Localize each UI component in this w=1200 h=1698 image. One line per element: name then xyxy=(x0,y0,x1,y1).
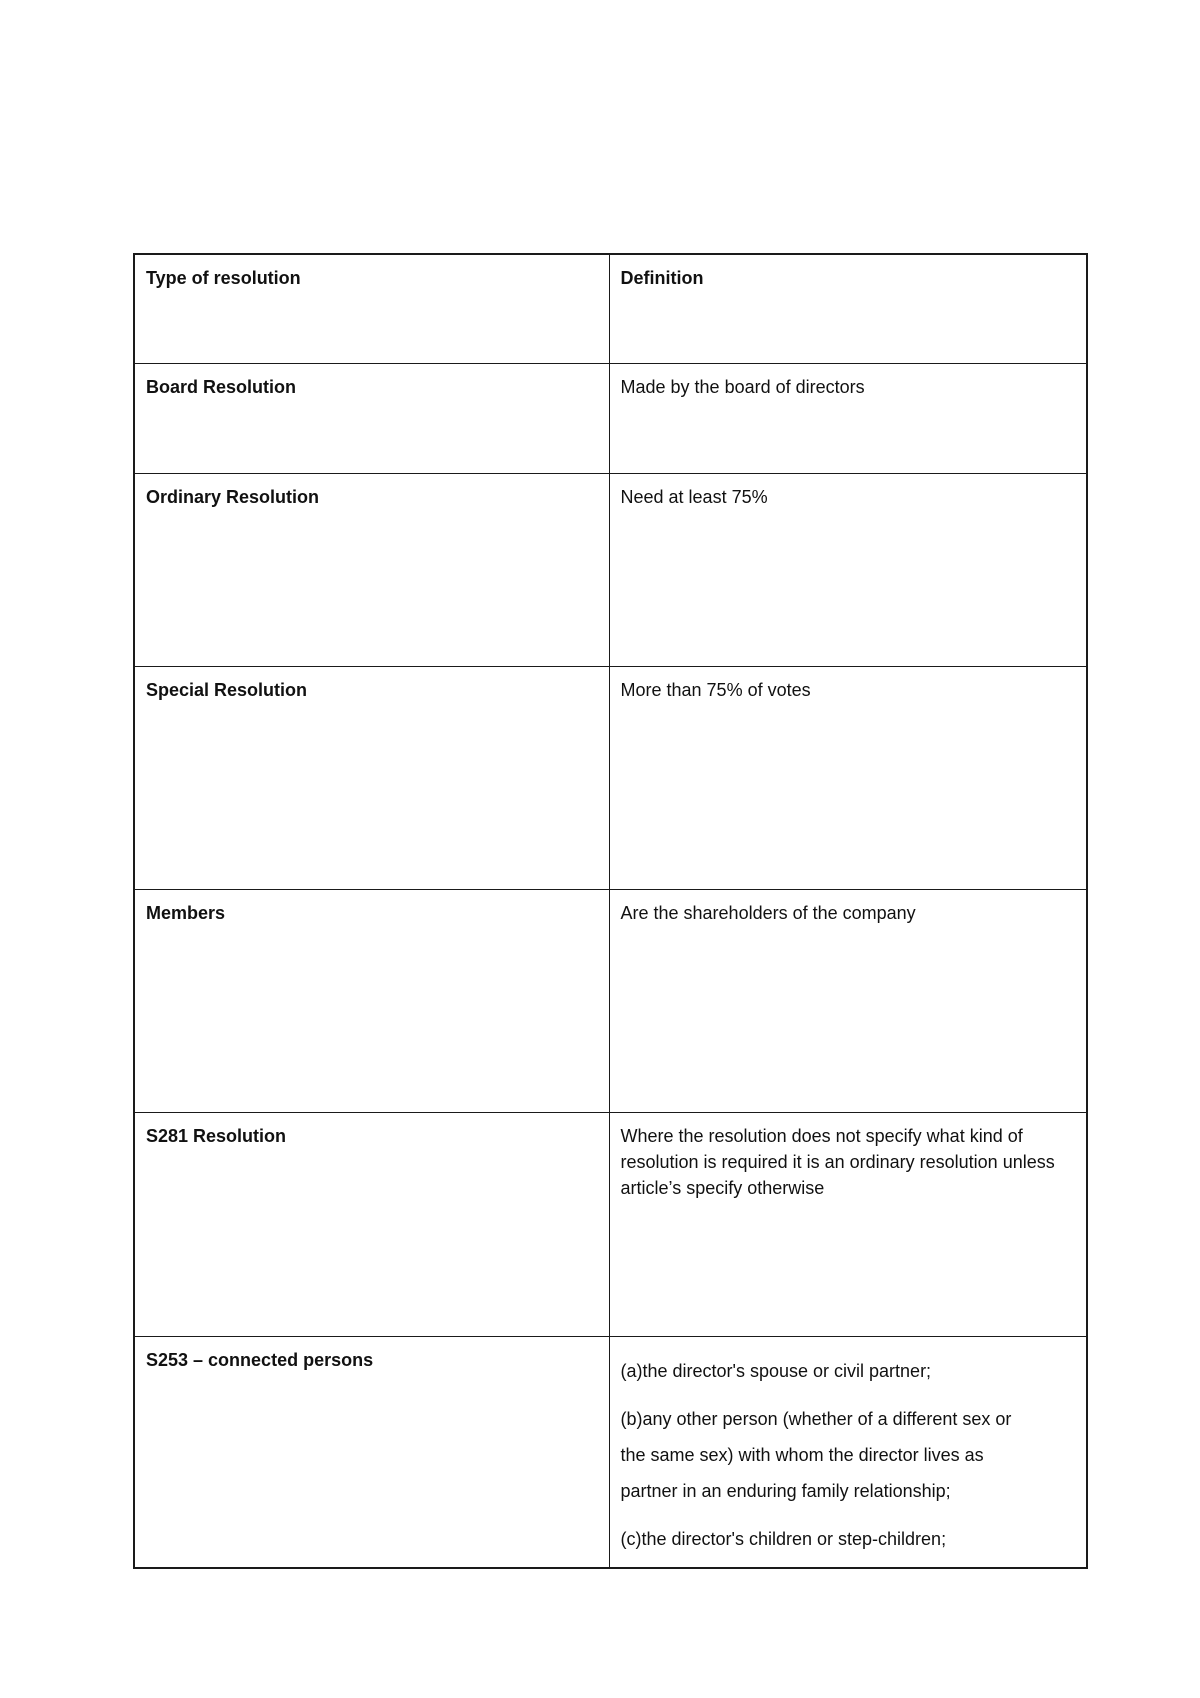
definition-list-line: (b)any other person (whether of a different sex or xyxy=(620,1408,1012,1429)
resolution-type-cell: S281 Resolution xyxy=(134,1112,609,1336)
resolution-definition-cell: Are the shareholders of the company xyxy=(609,889,1087,1112)
header-type-cell: Type of resolution xyxy=(134,254,609,363)
table-row xyxy=(134,473,1087,666)
table-row xyxy=(134,1112,1087,1336)
table-row xyxy=(134,666,1087,889)
table-header-row xyxy=(134,254,1087,363)
table-row xyxy=(134,889,1087,1112)
definition-list-line: (c)the director's children or step-children; xyxy=(620,1528,947,1549)
resolution-type-cell: Ordinary Resolution xyxy=(134,473,609,666)
resolution-type-cell: Special Resolution xyxy=(134,666,609,889)
resolution-definition-cell: Where the resolution does not specify what kind of resolution is required it is an ordinary resolution unless article’s specify otherwise xyxy=(609,1112,1087,1336)
definition-list-line: the same sex) with whom the director lives as xyxy=(620,1444,984,1465)
resolution-definition-cell: Need at least 75% xyxy=(609,473,1087,666)
definition-list-line: (a)the director's spouse or civil partner; xyxy=(620,1360,932,1381)
header-definition-cell: Definition xyxy=(609,254,1087,363)
resolution-definition-cell: More than 75% of votes xyxy=(609,666,1087,889)
definition-list-line: partner in an enduring family relationship; xyxy=(620,1480,951,1501)
resolutions-table xyxy=(133,253,1088,1569)
resolution-type-cell: Members xyxy=(134,889,609,1112)
table-row xyxy=(134,1336,1087,1568)
resolution-type-cell: Board Resolution xyxy=(134,363,609,473)
resolution-type-cell: S253 – connected persons xyxy=(134,1336,609,1568)
resolution-definition-cell xyxy=(609,1336,1087,1568)
resolution-definition-cell: Made by the board of directors xyxy=(609,363,1087,473)
table-row xyxy=(134,363,1087,473)
